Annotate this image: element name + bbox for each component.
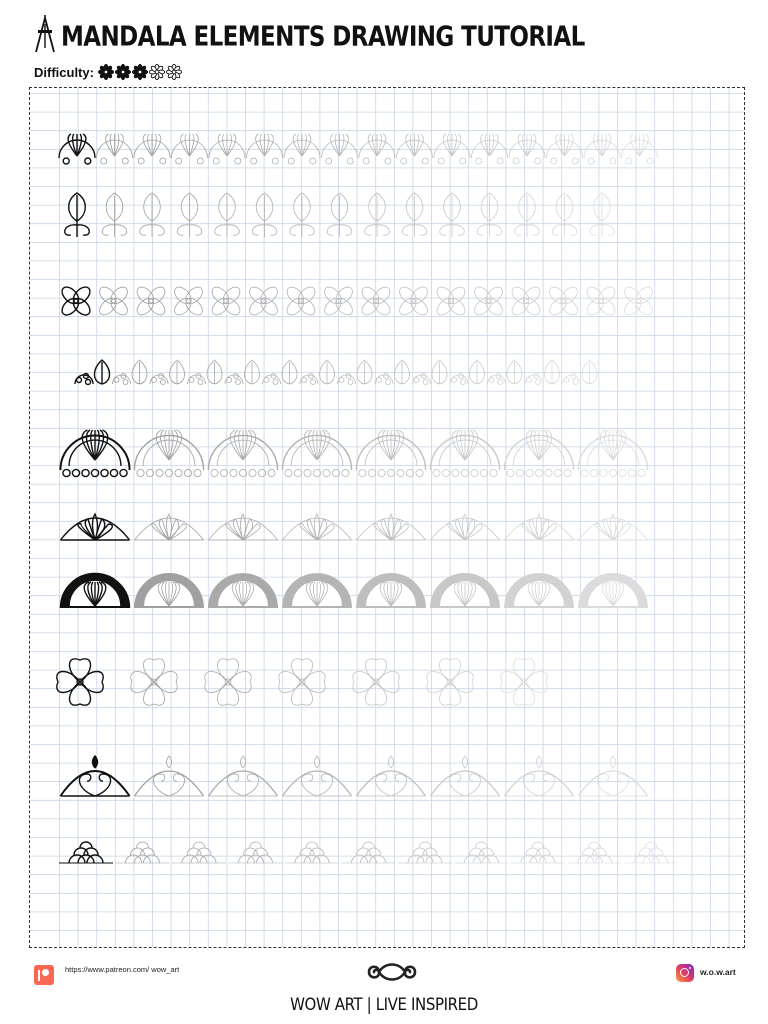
- trace-motif: [511, 842, 565, 863]
- tagline: WOW ART | LIVE INSPIRED: [290, 993, 478, 1015]
- trace-motif: [172, 284, 206, 318]
- trace-motif: [590, 193, 615, 237]
- instagram-handle[interactable]: w.o.w.art: [700, 967, 736, 977]
- trace-motif: [208, 756, 277, 796]
- trace-motif: [622, 284, 656, 318]
- trace-motif: [131, 659, 177, 705]
- trace-motif: [282, 514, 351, 540]
- pattern-row-big-arch: [60, 430, 647, 477]
- page-title: MANDALA ELEMENTS DRAWING TUTORIAL: [61, 21, 585, 53]
- easel-icon: [34, 14, 56, 54]
- heart-clover-icon: [57, 659, 103, 705]
- trace-motif: [552, 193, 577, 237]
- flower-icon: [166, 64, 182, 80]
- trace-motif: [356, 430, 425, 477]
- grid-paper: [30, 88, 745, 948]
- four-petal-icon: [59, 284, 93, 318]
- pattern-row-heart-clover: [57, 659, 547, 705]
- trace-motif: [402, 193, 427, 237]
- trace-motif: [252, 193, 277, 237]
- trace-motif: [578, 514, 647, 540]
- page-footer: [0, 955, 768, 1024]
- page-header: [34, 12, 734, 58]
- trace-motif: [578, 573, 647, 608]
- trace-motif: [434, 284, 468, 318]
- trace-motif: [504, 573, 573, 608]
- trace-motif: [290, 193, 315, 237]
- trace-motif: [397, 284, 431, 318]
- trace-motif: [472, 284, 506, 318]
- trace-motif: [398, 842, 452, 863]
- trace-motif: [116, 842, 170, 863]
- trace-motif: [134, 430, 203, 477]
- trace-motif: [547, 284, 581, 318]
- trace-motif: [365, 193, 390, 237]
- trace-motif: [430, 573, 499, 608]
- practice-sheet: [29, 87, 745, 948]
- trace-motif: [208, 430, 277, 477]
- instagram-icon[interactable]: [676, 964, 694, 982]
- trace-motif: [440, 193, 465, 237]
- trace-motif: [430, 756, 499, 796]
- flower-icon: [132, 64, 148, 80]
- trace-motif: [515, 193, 540, 237]
- trace-motif: [172, 842, 226, 863]
- solid-fan-icon: [60, 573, 129, 608]
- pattern-row-bubble-stack: [59, 842, 678, 863]
- pattern-row-swirl-arch: [60, 756, 647, 796]
- rating-flowers: [98, 64, 182, 80]
- trace-motif: [279, 659, 325, 705]
- pattern-row-lotus-arch: [60, 514, 647, 540]
- trace-motif: [282, 573, 351, 608]
- trace-motif: [282, 756, 351, 796]
- trace-motif: [134, 573, 203, 608]
- difficulty-rating: [34, 62, 182, 82]
- trace-motif: [342, 842, 396, 863]
- trace-motif: [215, 193, 240, 237]
- trace-motif: [504, 756, 573, 796]
- bubble-stack-icon: [59, 842, 113, 863]
- trace-motif: [134, 514, 203, 540]
- trace-motif: [205, 659, 251, 705]
- trace-motif: [327, 193, 352, 237]
- big-arch-icon: [60, 430, 129, 477]
- difficulty-label: Difficulty:: [34, 64, 94, 80]
- trace-motif: [356, 573, 425, 608]
- trace-motif: [568, 842, 622, 863]
- trace-motif: [97, 284, 131, 318]
- pattern-row-leaf-swirl: [65, 193, 615, 237]
- trace-motif: [134, 756, 203, 796]
- patreon-link[interactable]: https://www.patreon.com/ wow_art: [65, 965, 180, 974]
- trace-motif: [455, 842, 509, 863]
- pattern-row-solid-fan: [60, 573, 647, 608]
- trace-motif: [430, 430, 499, 477]
- trace-motif: [102, 193, 127, 237]
- leaf-swirl-icon: [65, 193, 90, 237]
- swirl-arch-icon: [60, 756, 129, 796]
- trace-motif: [247, 284, 281, 318]
- trace-motif: [208, 573, 277, 608]
- trace-motif: [177, 193, 202, 237]
- trace-motif: [356, 514, 425, 540]
- trace-motif: [285, 842, 339, 863]
- patreon-icon[interactable]: [34, 965, 54, 985]
- flower-icon: [149, 64, 165, 80]
- trace-motif: [134, 284, 168, 318]
- trace-motif: [509, 284, 543, 318]
- trace-motif: [578, 756, 647, 796]
- lotus-arch-icon: [60, 514, 129, 540]
- trace-motif: [140, 193, 165, 237]
- trace-motif: [624, 842, 678, 863]
- flower-icon: [98, 64, 114, 80]
- trace-motif: [229, 842, 283, 863]
- trace-motif: [356, 756, 425, 796]
- flower-icon: [115, 64, 131, 80]
- trace-motif: [504, 430, 573, 477]
- trace-motif: [477, 193, 502, 237]
- trace-motif: [578, 430, 647, 477]
- trace-motif: [504, 514, 573, 540]
- swirl-icon: [365, 960, 419, 984]
- trace-motif: [209, 284, 243, 318]
- trace-motif: [208, 514, 277, 540]
- trace-motif: [584, 284, 618, 318]
- trace-motif: [501, 659, 547, 705]
- trace-motif: [282, 430, 351, 477]
- trace-motif: [430, 514, 499, 540]
